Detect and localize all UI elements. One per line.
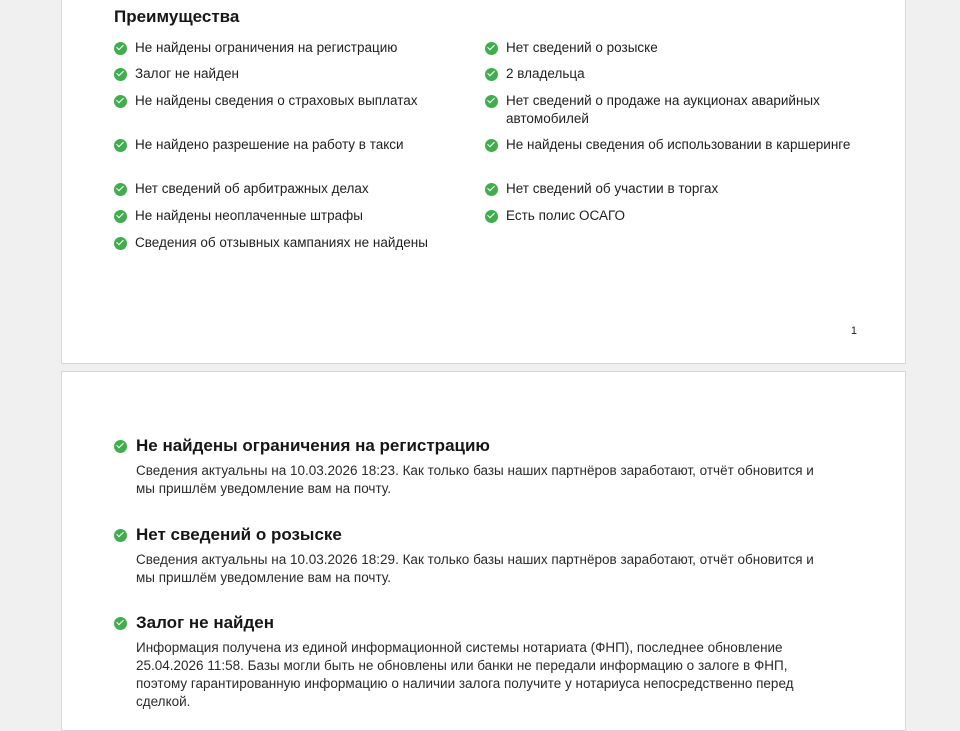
advantage-label: Залог не найден bbox=[135, 66, 239, 81]
advantage-label: Есть полис ОСАГО bbox=[506, 208, 626, 223]
advantage-item bbox=[485, 180, 855, 198]
check-circle-icon bbox=[485, 95, 498, 108]
advantage-label: 2 владельца bbox=[506, 66, 585, 81]
check-circle-icon bbox=[114, 210, 127, 223]
advantage-item bbox=[114, 92, 484, 110]
advantage-item bbox=[485, 92, 855, 128]
detail-text: Сведения актуальны на 10.03.2026 18:23. Как только базы наших партнёров заработают, отчёт обновится и мы пришлём уведомление вам на почту. bbox=[136, 463, 814, 496]
advantage-item bbox=[114, 39, 484, 57]
report-page-2 bbox=[61, 371, 906, 731]
advantage-item bbox=[485, 39, 855, 57]
advantage-item bbox=[485, 136, 855, 154]
advantages-title: Преимущества bbox=[114, 7, 240, 26]
check-circle-icon bbox=[485, 42, 498, 55]
detail-section-registration bbox=[114, 436, 814, 498]
advantage-item bbox=[114, 180, 484, 198]
check-circle-icon bbox=[114, 440, 127, 453]
advantage-item bbox=[485, 65, 855, 83]
advantage-item bbox=[114, 207, 484, 225]
advantage-label: Не найдены ограничения на регистрацию bbox=[135, 40, 398, 55]
advantage-item bbox=[485, 207, 855, 225]
advantage-item bbox=[114, 136, 484, 154]
detail-text: Информация получена из единой информационной системы нотариата (ФНП), последнее обновление 25.04.2026 11:58. Базы могли быть не обновлены или банки не передали информацию о залоге в ФНП, поэтому гарантированную информацию о наличии залога получите у нотариуса непосредственно перед сделкой. bbox=[136, 640, 794, 709]
detail-heading bbox=[114, 436, 814, 456]
check-circle-icon bbox=[114, 68, 127, 81]
advantage-item bbox=[114, 234, 484, 252]
advantage-label: Нет сведений о розыске bbox=[506, 40, 658, 55]
detail-title: Залог не найден bbox=[136, 613, 275, 632]
check-circle-icon bbox=[485, 210, 498, 223]
advantage-label: Не найдены неоплаченные штрафы bbox=[135, 208, 363, 223]
check-circle-icon bbox=[485, 139, 498, 152]
detail-heading bbox=[114, 525, 814, 545]
detail-heading bbox=[114, 613, 814, 633]
advantage-item bbox=[114, 65, 484, 83]
check-circle-icon bbox=[485, 183, 498, 196]
advantage-label: Не найдены сведения об использовании в каршеринге bbox=[506, 137, 851, 152]
check-circle-icon bbox=[114, 237, 127, 250]
advantage-label: Не найдены сведения о страховых выплатах bbox=[135, 93, 418, 108]
advantage-label: Сведения об отзывных кампаниях не найдены bbox=[135, 235, 428, 250]
check-circle-icon bbox=[114, 95, 127, 108]
advantage-label: Не найдено разрешение на работу в такси bbox=[135, 137, 404, 152]
detail-section-wanted bbox=[114, 525, 814, 587]
advantage-label: Нет сведений об арбитражных делах bbox=[135, 181, 369, 196]
check-circle-icon bbox=[485, 68, 498, 81]
detail-text: Сведения актуальны на 10.03.2026 18:29. Как только базы наших партнёров заработают, отчёт обновится и мы пришлём уведомление вам на почту. bbox=[136, 552, 814, 585]
check-circle-icon bbox=[114, 617, 127, 630]
check-circle-icon bbox=[114, 139, 127, 152]
check-circle-icon bbox=[114, 529, 127, 542]
detail-title: Не найдены ограничения на регистрацию bbox=[136, 436, 490, 455]
detail-section-pledge bbox=[114, 613, 814, 711]
check-circle-icon bbox=[114, 42, 127, 55]
report-page-1 bbox=[61, 0, 906, 364]
page-number: 1 bbox=[850, 325, 857, 337]
advantage-label: Нет сведений о продаже на аукционах аварийных автомобилей bbox=[506, 93, 820, 126]
check-circle-icon bbox=[114, 183, 127, 196]
advantage-label: Нет сведений об участии в торгах bbox=[506, 181, 719, 196]
detail-title: Нет сведений о розыске bbox=[136, 525, 342, 544]
